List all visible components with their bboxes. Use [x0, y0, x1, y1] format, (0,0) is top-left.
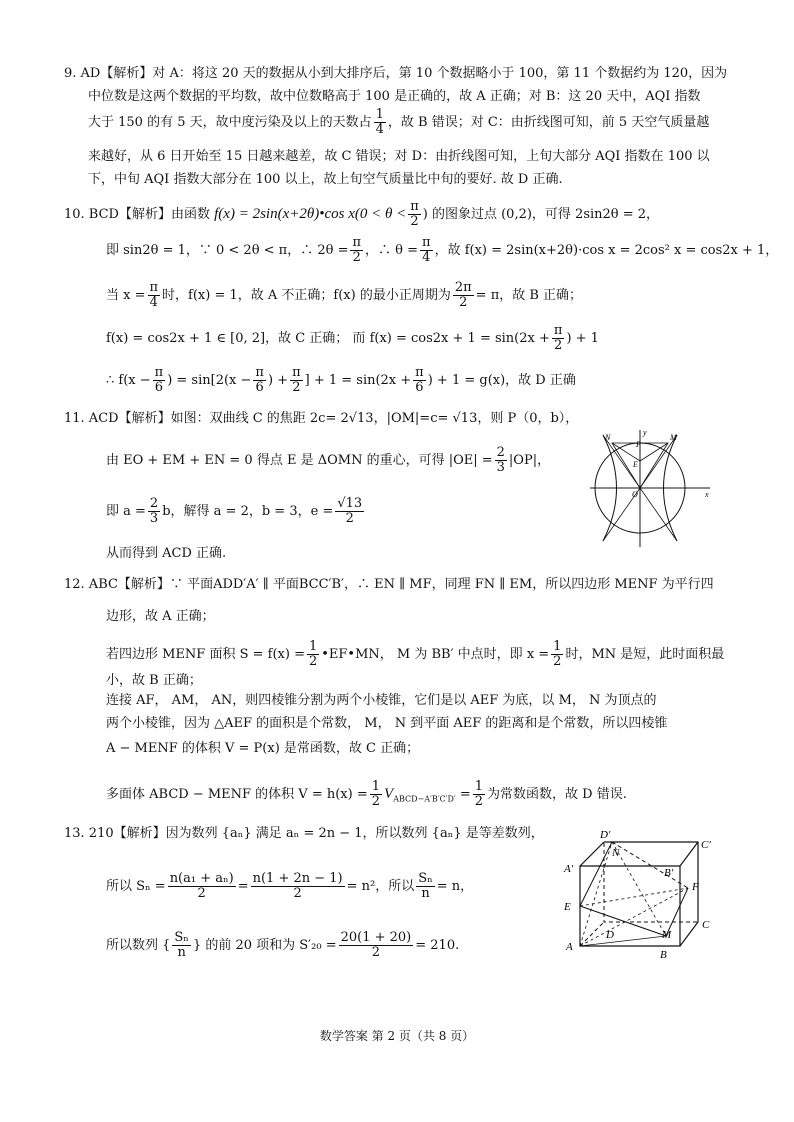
q11-line-4: 从而得到 ACD 正确.	[106, 546, 227, 561]
q12-line-1: 12. ABC【解析】∵ 平面ADD′A′ ∥ 平面BCC′B′，∴ EN ∥ MF，同理 FN ∥ EM，所以四边形 MENF 为平行四	[64, 577, 714, 592]
fig-label-N: N	[605, 433, 611, 442]
q11-line-1: 11. ACD【解析】如图：双曲线 C 的焦距 2c= 2√13，|OM|=c= √13，则 P（0，b），	[64, 411, 579, 426]
q10-line-1: 10. BCD【解析】由函数 f(x) = 2sin(x+2θ)•cos x(0 < θ < $\frac{\pi}{2}$ ) 的图象过点 (0,2)，可得 2sin2θ = 2，	[64, 199, 660, 229]
q9-line-2: 中位数是这两个数据的平均数，故中位数略高于 100 是正确的，故 A 正确；对 B：这 20 天中，AQI 指数	[88, 89, 701, 104]
q10-line-2: 即 sin2θ = 1，∵ 0 < 2θ < π，∴ 2θ = $\frac{\pi}{2}$ ，∴ θ = $\frac{\pi}{4}$ ，故 f(x) = 2sin(x+2θ)·cos x = 2cos² x = cos2x + 1，	[106, 235, 779, 265]
cube-label-B-prime: B′	[664, 867, 674, 879]
q12-line-7: A − MENF 的体积 V = P(x) 是常函数，故 C 正确；	[106, 741, 420, 756]
cube-label-M: M	[662, 929, 672, 941]
q12-line-5: 连接 AF， AM， AN，则四棱锥分割为两个小棱锥，它们是以 AEF 为底，以 M， N 为顶点的	[106, 693, 657, 708]
fig-label-E: E	[633, 460, 638, 469]
q9-line-4: 来越好，从 6 日开始至 15 日越来越差，故 C 错误；对 D：由折线图可知，上旬大部分 AQI 指数在 100 以	[88, 149, 710, 164]
fig-label-M: M	[670, 433, 677, 442]
q9-line-3: 大于 150 的有 5 天，故中度污染及以上的天数占 $\frac{1}{4}$ ，故 B 错误；对 C：由折线图可知，前 5 天空气质量越	[88, 107, 710, 137]
fig-label-x: x	[705, 490, 709, 499]
cube-label-F: F	[692, 881, 699, 893]
cube-label-C-prime: C′	[701, 839, 711, 851]
q10-line-3: 当 x = $\frac{\pi}{4}$ 时，f(x) = 1，故 A 不正确；f(x) 的最小正周期为 $\frac{2\pi}{2}$ = π，故 B 正确；	[106, 280, 583, 310]
cube-figure	[556, 826, 716, 961]
q10-line-5: ∴ f(x − $\frac{\pi}{6}$ ) = sin[2(x − $\frac{\pi}{6}$ ) + $\frac{\pi}{2}$ ] + 1 = sin(2x + $\frac{\pi}{6}$ ) + 1 = g(x)，故 D 正确	[106, 365, 576, 395]
cube-label-A-prime: A′	[564, 863, 574, 875]
cube-label-D-prime: D′	[600, 829, 611, 841]
q12-line-3: 若四边形 MENF 面积 S = f(x) = $\frac{1}{2}$ •EF•MN， M 为 BB′ 中点时，即 x = $\frac{1}{2}$ 时，MN 是短，此时面积最	[106, 639, 725, 669]
fig-label-O: O	[632, 490, 638, 499]
q12-line-4: 小，故 B 正确；	[106, 673, 202, 688]
fig-label-P: P	[636, 440, 641, 449]
q13-line-2: 所以 Sₙ = $\frac{\text{n(a₁ + aₙ)}}{2}$ = $\frac{n(1 + 2n - 1)}{2}$ = n²，所以 $\frac{\text{Sₙ}}{n}$ = n，	[106, 871, 474, 901]
q9-line-1: 9. AD【解析】对 A：将这 20 天的数据从小到大排序后，第 10 个数据略小于 100，第 11 个数据约为 120，因为	[64, 66, 728, 81]
q11-line-3: 即 a = $\frac{2}{3}$ b，解得 a = 2，b = 3，e = $\frac{√13}{2}$	[106, 496, 363, 526]
fig-label-y: y	[643, 428, 647, 437]
q11-line-2: 由 EO + EM + EN = 0 得点 E 是 ΔOMN 的重心，可得 |OE| = $\frac{2}{3}$ |OP|，	[106, 445, 551, 475]
cube-label-N: N	[612, 847, 620, 859]
page-footer: 数学答案 第 2 页（共 8 页）	[319, 1029, 475, 1043]
q13-line-3: 所以数列 { $\frac{\text{Sₙ}}{n}$ } 的前 20 项和为 S′₂₀ = $\frac{20(1 + 20)}{2}$ = 210.	[106, 930, 460, 960]
cube-label-E: E	[564, 901, 571, 913]
q12-line-8: 多面体 ABCD − MENF 的体积 V = h(x) = $\frac{1}{2}$ $V_{ABCD-A'B'C'D'}$ = $\frac{1}{2}$ 为常数函数，故 D 错误.	[106, 779, 627, 809]
q12-line-2: 边形，故 A 正确；	[106, 609, 215, 624]
cube-label-D: D	[606, 929, 614, 941]
cube-label-C: C	[702, 919, 710, 931]
q12-line-6: 两个小棱锥，因为 △AEF 的面积是个常数， M， N 到平面 AEF 的距离和是个常数，所以四棱锥	[106, 716, 668, 731]
q9-line-5: 下，中旬 AQI 指数大部分在 100 以上，故上旬空气质量比中旬的要好. 故 D 正确.	[88, 172, 563, 187]
q10-line-4: f(x) = cos2x + 1 ∈ [0, 2]，故 C 正确； 而 f(x) = cos2x + 1 = sin(2x + $\frac{\pi}{2}$ ) + 1	[106, 323, 599, 353]
hyperbola-figure	[585, 425, 715, 550]
cube-label-B: B	[660, 949, 667, 961]
cube-label-A: A	[566, 941, 573, 953]
q13-line-1: 13. 210【解析】因为数列 {aₙ} 满足 aₙ = 2n − 1，所以数列 {aₙ} 是等差数列，	[64, 826, 544, 841]
